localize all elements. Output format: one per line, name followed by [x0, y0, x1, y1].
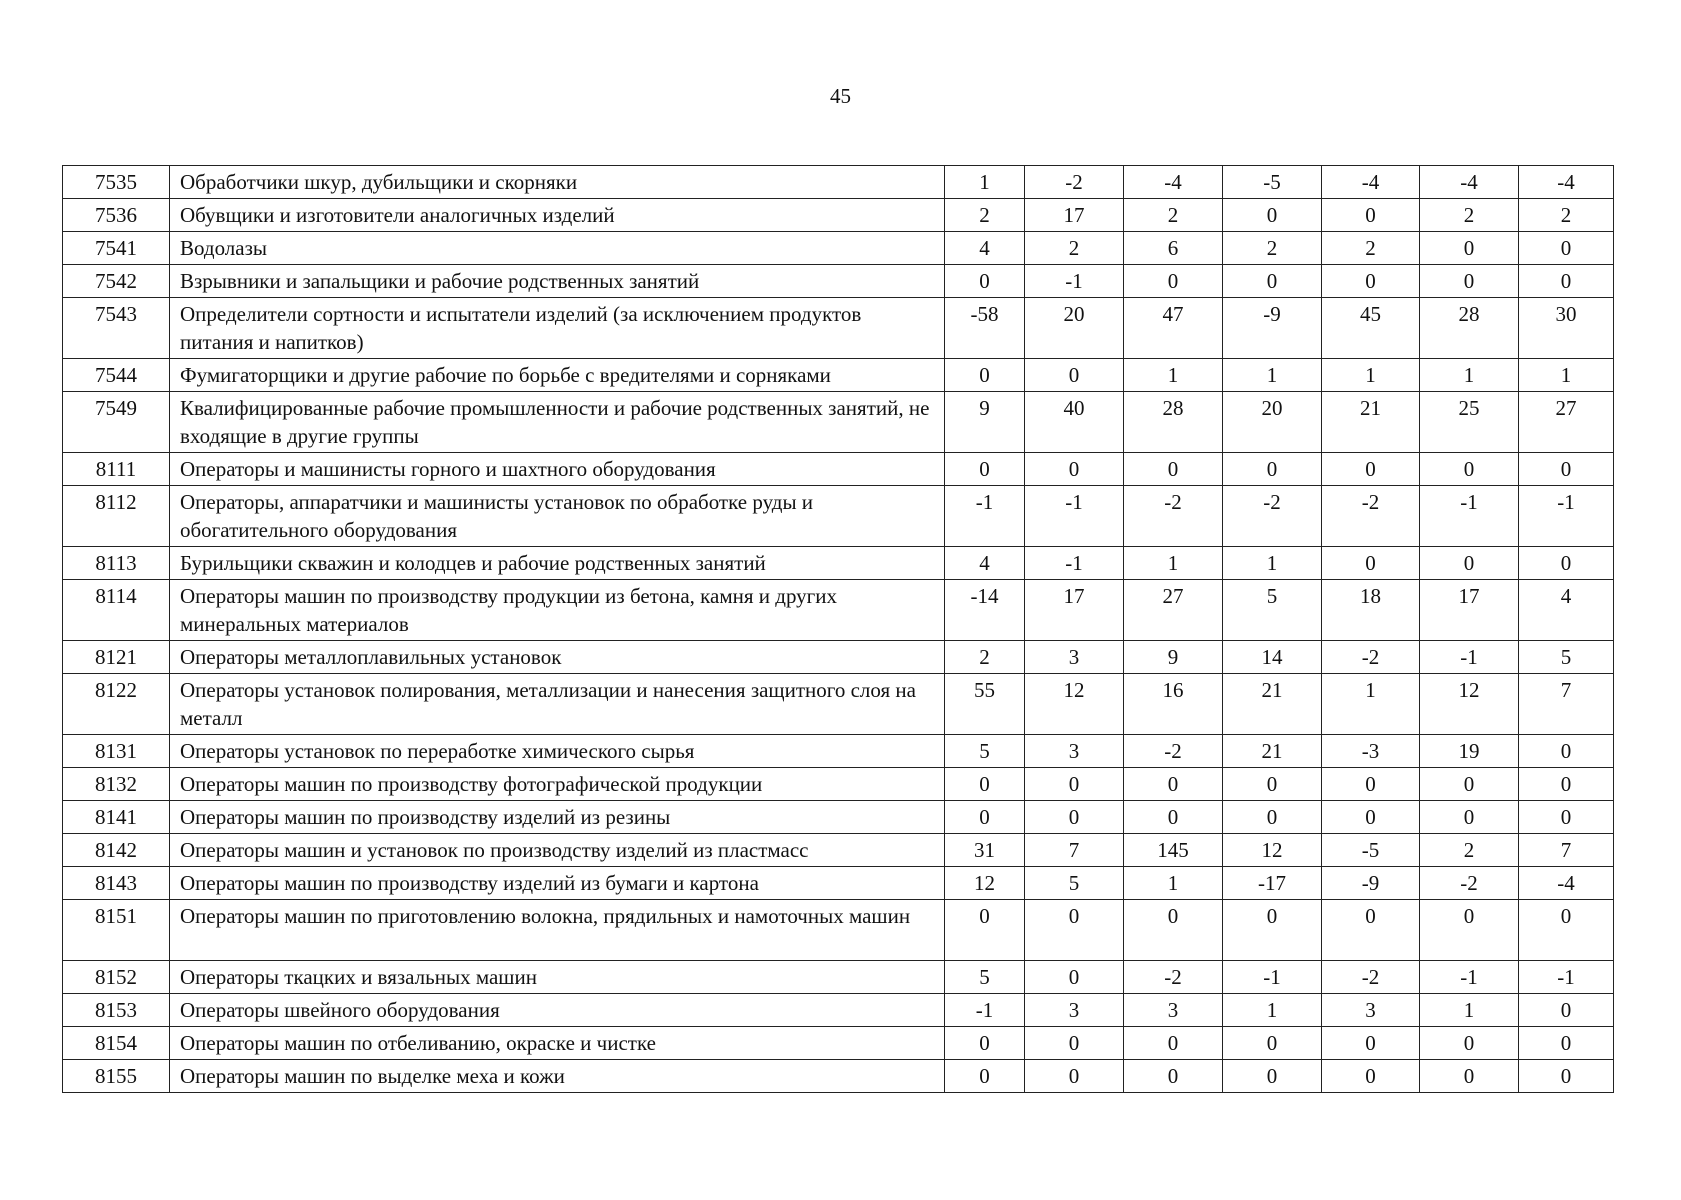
- table-row: [63, 547, 1614, 580]
- row-value-1: 31: [945, 834, 1025, 867]
- table-row: [63, 994, 1614, 1027]
- row-value-7: 0: [1519, 994, 1614, 1027]
- row-value-2: -1: [1025, 486, 1124, 547]
- row-value-5: 1: [1322, 674, 1420, 735]
- table-row: [63, 298, 1614, 359]
- row-value-6: 0: [1420, 801, 1519, 834]
- row-code: 8154: [63, 1027, 170, 1060]
- row-value-5: 0: [1322, 768, 1420, 801]
- row-value-4: 21: [1223, 735, 1322, 768]
- row-value-3: 47: [1124, 298, 1223, 359]
- row-value-2: 3: [1025, 641, 1124, 674]
- row-value-5: 45: [1322, 298, 1420, 359]
- row-code: 7542: [63, 265, 170, 298]
- row-value-2: -2: [1025, 166, 1124, 199]
- row-value-6: 0: [1420, 547, 1519, 580]
- row-value-4: 1: [1223, 359, 1322, 392]
- row-value-4: 0: [1223, 1060, 1322, 1093]
- table-row: [63, 735, 1614, 768]
- row-value-6: -1: [1420, 486, 1519, 547]
- row-value-1: -14: [945, 580, 1025, 641]
- table-row: [63, 961, 1614, 994]
- row-code: 8114: [63, 580, 170, 641]
- row-code: 8113: [63, 547, 170, 580]
- row-value-1: 0: [945, 768, 1025, 801]
- row-value-4: 0: [1223, 199, 1322, 232]
- table-row: [63, 392, 1614, 453]
- row-value-4: 1: [1223, 994, 1322, 1027]
- row-value-5: -5: [1322, 834, 1420, 867]
- row-value-3: 28: [1124, 392, 1223, 453]
- row-value-6: 17: [1420, 580, 1519, 641]
- row-value-7: 0: [1519, 768, 1614, 801]
- table-row: [63, 232, 1614, 265]
- row-value-6: 28: [1420, 298, 1519, 359]
- row-code: 7549: [63, 392, 170, 453]
- row-value-3: 0: [1124, 265, 1223, 298]
- row-occupation-name: Операторы машин по выделке меха и кожи: [170, 1060, 945, 1093]
- row-value-3: 145: [1124, 834, 1223, 867]
- row-value-3: 0: [1124, 768, 1223, 801]
- row-value-3: 0: [1124, 801, 1223, 834]
- row-value-6: 0: [1420, 768, 1519, 801]
- row-value-5: -2: [1322, 486, 1420, 547]
- row-value-6: 1: [1420, 359, 1519, 392]
- row-value-2: 12: [1025, 674, 1124, 735]
- row-value-7: 0: [1519, 453, 1614, 486]
- row-occupation-name: Взрывники и запальщики и рабочие родственных занятий: [170, 265, 945, 298]
- row-value-4: -9: [1223, 298, 1322, 359]
- row-value-7: 0: [1519, 547, 1614, 580]
- row-occupation-name: Операторы машин по отбеливанию, окраске и чистке: [170, 1027, 945, 1060]
- row-value-6: -4: [1420, 166, 1519, 199]
- row-value-5: 0: [1322, 1027, 1420, 1060]
- row-code: 8142: [63, 834, 170, 867]
- row-value-5: 21: [1322, 392, 1420, 453]
- row-code: 8151: [63, 900, 170, 961]
- row-value-3: 16: [1124, 674, 1223, 735]
- row-value-2: 0: [1025, 1060, 1124, 1093]
- row-occupation-name: Операторы машин и установок по производству изделий из пластмасс: [170, 834, 945, 867]
- table-row: [63, 900, 1614, 961]
- row-value-5: -2: [1322, 961, 1420, 994]
- row-value-2: 0: [1025, 801, 1124, 834]
- row-value-1: 0: [945, 801, 1025, 834]
- row-value-4: 0: [1223, 768, 1322, 801]
- row-value-6: 12: [1420, 674, 1519, 735]
- row-occupation-name: Операторы машин по производству изделий из резины: [170, 801, 945, 834]
- row-value-2: 5: [1025, 867, 1124, 900]
- row-value-1: -1: [945, 994, 1025, 1027]
- row-value-5: 0: [1322, 1060, 1420, 1093]
- row-value-1: 0: [945, 1027, 1025, 1060]
- occupation-table: [62, 165, 1614, 1093]
- row-occupation-name: Операторы машин по производству продукции из бетона, камня и других минеральных материалов: [170, 580, 945, 641]
- row-value-6: 0: [1420, 1027, 1519, 1060]
- row-value-3: 3: [1124, 994, 1223, 1027]
- row-value-7: 0: [1519, 1027, 1614, 1060]
- row-value-2: 0: [1025, 900, 1124, 961]
- row-value-7: 7: [1519, 674, 1614, 735]
- row-value-7: 0: [1519, 801, 1614, 834]
- row-occupation-name: Операторы швейного оборудования: [170, 994, 945, 1027]
- row-value-7: 5: [1519, 641, 1614, 674]
- row-occupation-name: Операторы машин по производству изделий из бумаги и картона: [170, 867, 945, 900]
- row-value-6: 0: [1420, 265, 1519, 298]
- table-row: [63, 768, 1614, 801]
- row-code: 8111: [63, 453, 170, 486]
- table-row: [63, 1060, 1614, 1093]
- row-value-3: 27: [1124, 580, 1223, 641]
- row-value-3: 0: [1124, 1027, 1223, 1060]
- row-value-5: 0: [1322, 199, 1420, 232]
- row-value-2: -1: [1025, 547, 1124, 580]
- row-value-4: -1: [1223, 961, 1322, 994]
- row-occupation-name: Операторы ткацких и вязальных машин: [170, 961, 945, 994]
- row-value-4: 0: [1223, 1027, 1322, 1060]
- row-value-2: 0: [1025, 1027, 1124, 1060]
- row-value-7: 27: [1519, 392, 1614, 453]
- row-value-3: -2: [1124, 486, 1223, 547]
- row-value-4: 14: [1223, 641, 1322, 674]
- row-occupation-name: Операторы машин по производству фотографической продукции: [170, 768, 945, 801]
- row-value-4: 12: [1223, 834, 1322, 867]
- row-value-7: 0: [1519, 232, 1614, 265]
- row-value-2: 17: [1025, 580, 1124, 641]
- row-code: 7544: [63, 359, 170, 392]
- row-value-2: 20: [1025, 298, 1124, 359]
- row-value-1: 0: [945, 359, 1025, 392]
- row-code: 8122: [63, 674, 170, 735]
- row-value-3: 1: [1124, 867, 1223, 900]
- row-value-1: 1: [945, 166, 1025, 199]
- row-value-6: 0: [1420, 232, 1519, 265]
- row-occupation-name: Обработчики шкур, дубильщики и скорняки: [170, 166, 945, 199]
- row-value-3: 1: [1124, 547, 1223, 580]
- row-occupation-name: Операторы машин по приготовлению волокна, прядильных и намоточных машин: [170, 900, 945, 961]
- row-value-1: 5: [945, 961, 1025, 994]
- row-value-1: 4: [945, 547, 1025, 580]
- row-value-3: 0: [1124, 453, 1223, 486]
- row-value-7: 0: [1519, 735, 1614, 768]
- row-value-4: 0: [1223, 453, 1322, 486]
- row-value-3: 9: [1124, 641, 1223, 674]
- row-value-4: 5: [1223, 580, 1322, 641]
- row-value-7: 2: [1519, 199, 1614, 232]
- table-body: [63, 166, 1614, 1093]
- row-code: 8141: [63, 801, 170, 834]
- row-value-2: 0: [1025, 961, 1124, 994]
- row-occupation-name: Операторы и машинисты горного и шахтного оборудования: [170, 453, 945, 486]
- row-code: 8121: [63, 641, 170, 674]
- row-value-6: 19: [1420, 735, 1519, 768]
- row-value-5: 0: [1322, 453, 1420, 486]
- row-value-1: 9: [945, 392, 1025, 453]
- row-value-2: 40: [1025, 392, 1124, 453]
- row-value-2: 7: [1025, 834, 1124, 867]
- table-row: [63, 801, 1614, 834]
- row-value-4: -2: [1223, 486, 1322, 547]
- row-code: 8153: [63, 994, 170, 1027]
- row-value-6: 2: [1420, 834, 1519, 867]
- row-value-5: 0: [1322, 900, 1420, 961]
- row-occupation-name: Водолазы: [170, 232, 945, 265]
- row-value-1: 2: [945, 199, 1025, 232]
- row-value-7: 0: [1519, 900, 1614, 961]
- row-occupation-name: Бурильщики скважин и колодцев и рабочие родственных занятий: [170, 547, 945, 580]
- row-occupation-name: Квалифицированные рабочие промышленности и рабочие родственных занятий, не входящие в другие группы: [170, 392, 945, 453]
- table-row: [63, 834, 1614, 867]
- row-value-3: -4: [1124, 166, 1223, 199]
- row-occupation-name: Определители сортности и испытатели изделий (за исключением продуктов питания и напитков): [170, 298, 945, 359]
- row-value-3: -2: [1124, 961, 1223, 994]
- row-value-5: 18: [1322, 580, 1420, 641]
- row-value-1: 0: [945, 265, 1025, 298]
- row-value-1: 55: [945, 674, 1025, 735]
- row-value-3: 2: [1124, 199, 1223, 232]
- row-value-7: 0: [1519, 265, 1614, 298]
- row-value-3: 0: [1124, 900, 1223, 961]
- row-value-4: 20: [1223, 392, 1322, 453]
- row-value-1: 5: [945, 735, 1025, 768]
- row-code: 8152: [63, 961, 170, 994]
- row-value-4: -17: [1223, 867, 1322, 900]
- table-row: [63, 265, 1614, 298]
- row-occupation-name: Обувщики и изготовители аналогичных изделий: [170, 199, 945, 232]
- row-value-2: 0: [1025, 768, 1124, 801]
- table-row: [63, 641, 1614, 674]
- row-value-6: 0: [1420, 453, 1519, 486]
- table-row: [63, 486, 1614, 547]
- row-value-4: 2: [1223, 232, 1322, 265]
- row-value-6: 25: [1420, 392, 1519, 453]
- row-value-5: -3: [1322, 735, 1420, 768]
- row-value-5: 2: [1322, 232, 1420, 265]
- row-value-3: 6: [1124, 232, 1223, 265]
- row-value-1: 12: [945, 867, 1025, 900]
- row-value-1: 4: [945, 232, 1025, 265]
- row-value-1: 0: [945, 1060, 1025, 1093]
- row-value-2: 17: [1025, 199, 1124, 232]
- table-row: [63, 580, 1614, 641]
- row-value-4: 0: [1223, 900, 1322, 961]
- row-code: 7536: [63, 199, 170, 232]
- row-value-4: -5: [1223, 166, 1322, 199]
- row-value-7: 1: [1519, 359, 1614, 392]
- row-value-1: 2: [945, 641, 1025, 674]
- row-value-7: -4: [1519, 166, 1614, 199]
- row-value-7: 4: [1519, 580, 1614, 641]
- page-number: 45: [830, 84, 851, 108]
- row-value-6: 2: [1420, 199, 1519, 232]
- row-value-5: 1: [1322, 359, 1420, 392]
- row-value-1: 0: [945, 900, 1025, 961]
- row-value-6: -2: [1420, 867, 1519, 900]
- row-value-5: 0: [1322, 547, 1420, 580]
- table-row: [63, 1027, 1614, 1060]
- row-value-6: -1: [1420, 641, 1519, 674]
- table-row: [63, 166, 1614, 199]
- row-occupation-name: Операторы установок полирования, металлизации и нанесения защитного слоя на металл: [170, 674, 945, 735]
- row-occupation-name: Фумигаторщики и другие рабочие по борьбе с вредителями и сорняками: [170, 359, 945, 392]
- row-value-5: 3: [1322, 994, 1420, 1027]
- row-value-4: 21: [1223, 674, 1322, 735]
- row-value-4: 0: [1223, 801, 1322, 834]
- table-row: [63, 674, 1614, 735]
- row-value-2: -1: [1025, 265, 1124, 298]
- row-value-7: 0: [1519, 1060, 1614, 1093]
- table-row: [63, 453, 1614, 486]
- row-code: 7543: [63, 298, 170, 359]
- row-value-3: 0: [1124, 1060, 1223, 1093]
- row-value-2: 3: [1025, 994, 1124, 1027]
- row-value-7: -1: [1519, 486, 1614, 547]
- row-value-6: 1: [1420, 994, 1519, 1027]
- row-value-5: -9: [1322, 867, 1420, 900]
- row-value-6: -1: [1420, 961, 1519, 994]
- row-value-7: -1: [1519, 961, 1614, 994]
- row-value-3: 1: [1124, 359, 1223, 392]
- row-code: 7535: [63, 166, 170, 199]
- row-value-2: 0: [1025, 453, 1124, 486]
- table-row: [63, 199, 1614, 232]
- row-code: 8112: [63, 486, 170, 547]
- row-value-2: 2: [1025, 232, 1124, 265]
- row-value-4: 0: [1223, 265, 1322, 298]
- row-value-3: -2: [1124, 735, 1223, 768]
- row-code: 8143: [63, 867, 170, 900]
- row-occupation-name: Операторы установок по переработке химического сырья: [170, 735, 945, 768]
- row-value-5: 0: [1322, 801, 1420, 834]
- row-value-2: 0: [1025, 359, 1124, 392]
- row-occupation-name: Операторы металлоплавильных установок: [170, 641, 945, 674]
- row-value-7: 7: [1519, 834, 1614, 867]
- row-value-5: 0: [1322, 265, 1420, 298]
- row-value-7: -4: [1519, 867, 1614, 900]
- row-value-6: 0: [1420, 900, 1519, 961]
- row-value-2: 3: [1025, 735, 1124, 768]
- row-value-6: 0: [1420, 1060, 1519, 1093]
- row-code: 8155: [63, 1060, 170, 1093]
- row-code: 7541: [63, 232, 170, 265]
- row-code: 8132: [63, 768, 170, 801]
- table-row: [63, 867, 1614, 900]
- row-occupation-name: Операторы, аппаратчики и машинисты установок по обработке руды и обогатительного оборудования: [170, 486, 945, 547]
- row-code: 8131: [63, 735, 170, 768]
- row-value-4: 1: [1223, 547, 1322, 580]
- row-value-1: -1: [945, 486, 1025, 547]
- row-value-1: 0: [945, 453, 1025, 486]
- row-value-5: -4: [1322, 166, 1420, 199]
- table-row: [63, 359, 1614, 392]
- row-value-7: 30: [1519, 298, 1614, 359]
- row-value-1: -58: [945, 298, 1025, 359]
- row-value-5: -2: [1322, 641, 1420, 674]
